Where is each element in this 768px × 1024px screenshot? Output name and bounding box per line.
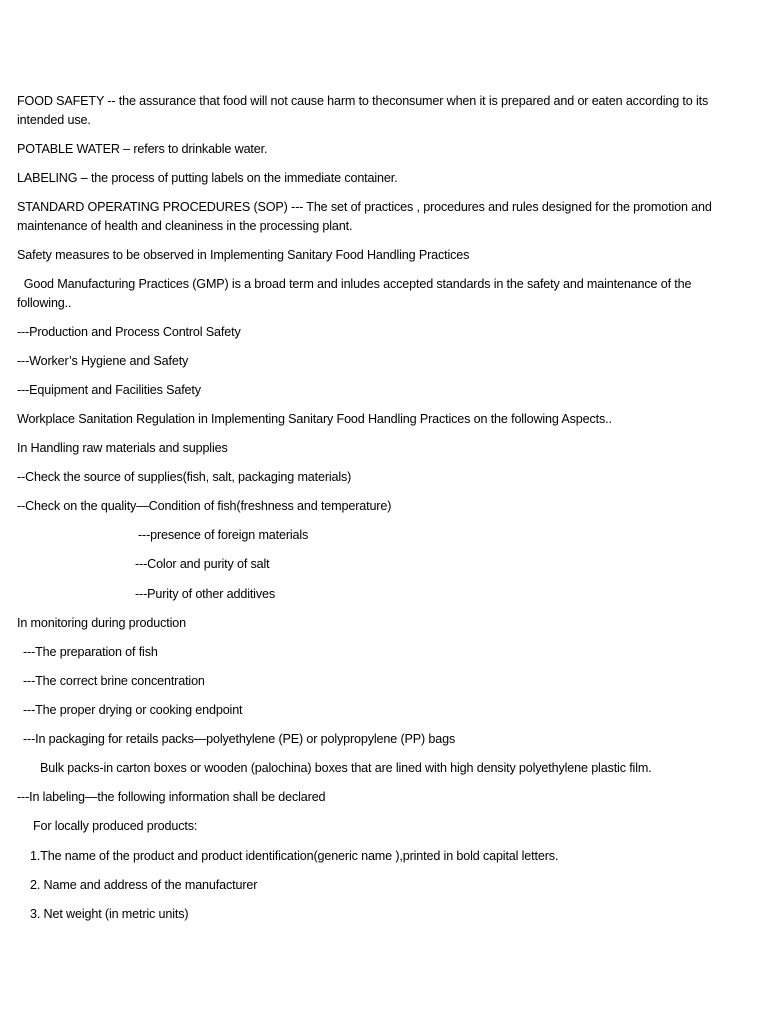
quality-subitem: ---Color and purity of salt — [135, 557, 270, 571]
check-source-item: --Check the source of supplies(fish, salt, packaging materials) — [17, 470, 352, 484]
labeling-heading: ---In labeling—the following information shall be declared — [17, 790, 326, 804]
bulk-packs-line: Bulk packs-in carton boxes or wooden (palochina) boxes that are lined with high density polyethylene plastic film. — [40, 761, 652, 775]
safety-measures-heading: Safety measures to be observed in Implementing Sanitary Food Handling Practices — [17, 248, 470, 262]
check-quality-item: --Check on the quality—Condition of fish(freshness and temperature) — [17, 499, 392, 513]
labeling-definition: LABELING – the process of putting labels on the immediate container. — [17, 171, 398, 185]
monitoring-item: ---In packaging for retails packs—polyethylene (PE) or polypropylene (PP) bags — [23, 732, 456, 746]
label-requirement-item: 2. Name and address of the manufacturer — [30, 878, 258, 892]
gmp-paragraph: Good Manufacturing Practices (GMP) is a broad term and inludes accepted standards in the safety and maintenance of the following.. — [17, 277, 695, 310]
locally-produced-heading: For locally produced products: — [33, 819, 198, 833]
sop-definition: STANDARD OPERATING PROCEDURES (SOP) --- The set of practices , procedures and rules designed for the promotion and maintenance of health and cleaniness in the processing plant. — [17, 200, 712, 233]
monitoring-item: ---The preparation of fish — [23, 645, 158, 659]
gmp-list-item: ---Worker’s Hygiene and Safety — [17, 354, 189, 368]
label-requirement-item: 1.The name of the product and product identification(generic name ),printed in bold capital letters. — [30, 849, 559, 863]
food-safety-definition: FOOD SAFETY -- the assurance that food will not cause harm to theconsumer when it is prepared and or eaten according to its intended use. — [17, 94, 709, 127]
quality-subitem: ---Purity of other additives — [135, 587, 275, 601]
gmp-list-item: ---Production and Process Control Safety — [17, 325, 241, 339]
monitoring-item: ---The proper drying or cooking endpoint — [23, 703, 243, 717]
potable-water-definition: POTABLE WATER – refers to drinkable water. — [17, 142, 268, 156]
monitoring-item: ---The correct brine concentration — [23, 674, 205, 688]
monitoring-heading: In monitoring during production — [17, 616, 186, 630]
workplace-regulation-heading: Workplace Sanitation Regulation in Implementing Sanitary Food Handling Practices on the following Aspects.. — [17, 412, 612, 426]
handling-raw-heading: In Handling raw materials and supplies — [17, 441, 228, 455]
label-requirement-item: 3. Net weight (in metric units) — [30, 907, 189, 921]
quality-subitem: ---presence of foreign materials — [138, 528, 309, 542]
gmp-list-item: ---Equipment and Facilities Safety — [17, 383, 201, 397]
